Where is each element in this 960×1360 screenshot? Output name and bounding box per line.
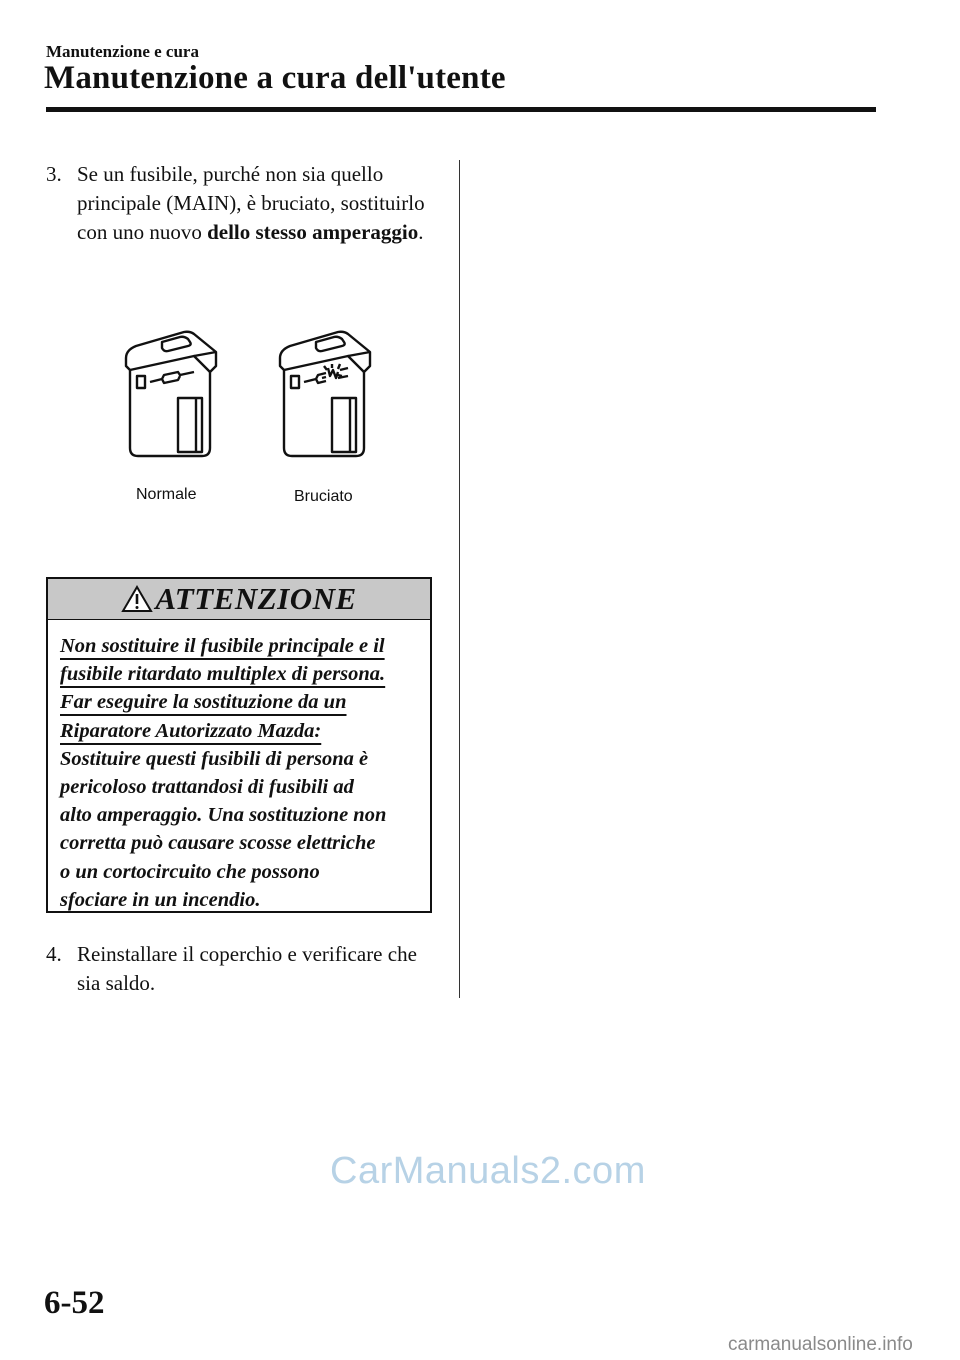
warning-title: ATTENZIONE [155,581,357,616]
column-divider [459,160,460,998]
step-number: 3. [46,162,62,186]
step-3 [46,160,426,247]
page-title: Manutenzione a cura dell'utente [44,60,506,96]
page-number: 6-52 [44,1285,105,1321]
warning-triangle-icon [121,585,153,613]
step-4 [46,940,426,998]
step-number: 4. [46,942,62,966]
title-rule [46,107,876,112]
warning-line: corretta può causare scosse elettriche [60,832,376,855]
step-text-end: . [418,220,424,244]
step-text-main: Se un fusibile, purché non sia quello principale (MAIN), è bruciato, sostituirlo con uno nuovo [77,162,425,244]
step-text: Reinstallare il coperchio e verificare che sia saldo. [77,942,417,995]
fuse-normal-label: Normale [136,486,197,503]
warning-line: sfociare in un incendio. [60,888,261,911]
warning-line: Far eseguire la sostituzione da un [60,691,347,714]
warning-line: fusibile ritardato multiplex di persona. [60,663,386,686]
warning-line: pericoloso trattandosi di fusibili ad [60,776,354,799]
warning-line: Sostituire questi fusibili di persona è [60,747,369,770]
fuse-burnt-icon [280,332,370,456]
warning-line: Riparatore Autorizzato Mazda: [60,719,322,742]
warning-box [46,577,432,913]
fuse-burnt-label: Bruciato [294,488,353,505]
warning-line: alto amperaggio. Una sostituzione non [60,804,387,827]
watermark: CarManuals2.com [330,1150,646,1192]
fuse-normal-icon [126,332,216,456]
section-label: Manutenzione e cura [46,42,199,61]
footer-site: carmanualsonline.info [728,1334,913,1355]
step-text-bold: dello stesso amperaggio [207,220,419,244]
warning-header [48,579,430,620]
step-text [77,160,426,247]
warning-line: Non sostituire il fusibile principale e il [60,635,385,657]
warning-body [48,620,430,914]
warning-line: o un cortocircuito che possono [60,860,320,883]
